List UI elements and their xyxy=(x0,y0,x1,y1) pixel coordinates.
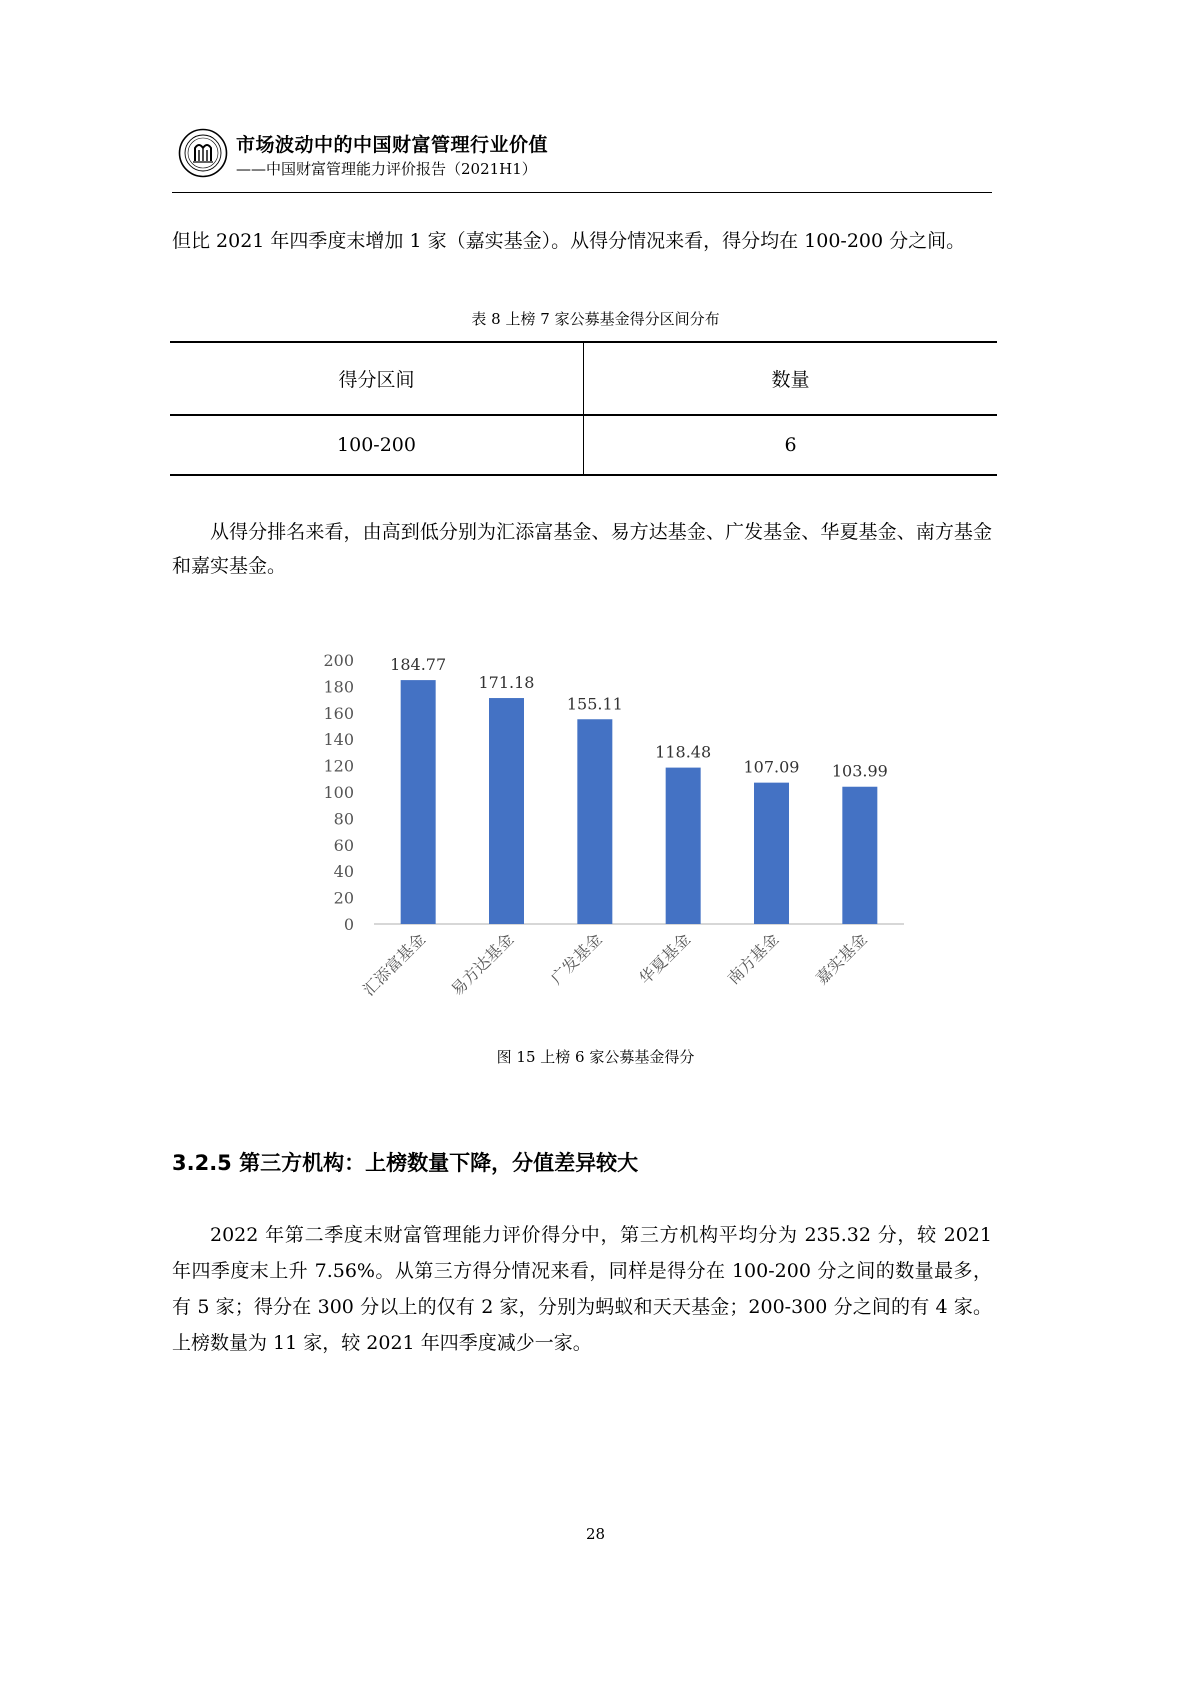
y-tick-label: 0 xyxy=(343,915,354,934)
y-tick-label: 60 xyxy=(333,835,354,855)
y-tick-label: 40 xyxy=(333,862,354,882)
header-subtitle: ——中国财富管理能力评价报告（2021H1） xyxy=(236,160,537,178)
data-label: 184.77 xyxy=(390,655,447,675)
x-tick-label: 华夏基金 xyxy=(635,929,694,989)
x-tick-label: 南方基金 xyxy=(723,929,783,989)
page-number: 28 xyxy=(585,1525,606,1543)
bar xyxy=(754,783,789,924)
data-label: 171.18 xyxy=(478,673,535,693)
y-tick-label: 80 xyxy=(333,809,354,829)
paragraph-third-party: 2022 年第二季度末财富管理能力评价得分中，第三方机构平均分为 235.32 分，较 2021 年四季度末上升 7.56%。从第三方得分情况来看，同样是得分在 100-200 分之间的数量最多，有 5 家；得分在 300 分以上的仅有 2 家，分别为蚂蚁和天天基金；200-300 分之间的有 4 家。上榜数量为 11 家，较 2021 年四季度减少一家。 xyxy=(172,1224,992,1354)
bar xyxy=(666,768,701,924)
header-divider xyxy=(172,192,992,193)
x-tick-label: 易方达基金 xyxy=(447,929,518,1000)
table-cell: 6 xyxy=(584,415,998,475)
data-label: 103.99 xyxy=(831,761,888,781)
fund-score-bar-chart xyxy=(300,640,920,1040)
table-cell: 100-200 xyxy=(170,415,584,475)
university-seal-icon xyxy=(178,128,228,178)
table-header-cell: 得分区间 xyxy=(170,342,584,415)
y-tick-label: 200 xyxy=(323,651,354,670)
y-tick-label: 180 xyxy=(323,677,354,697)
figure-caption: 图 15 上榜 6 家公募基金得分 xyxy=(496,1048,695,1066)
data-label: 107.09 xyxy=(743,757,800,777)
paragraph-ranking: 从得分排名来看，由高到低分别为汇添富基金、易方达基金、广发基金、华夏基金、南方基金和嘉实基金。 xyxy=(172,521,992,577)
table-header-cell: 数量 xyxy=(584,342,998,415)
y-tick-label: 120 xyxy=(323,756,354,776)
y-tick-label: 160 xyxy=(323,703,354,723)
y-tick-label: 20 xyxy=(333,888,354,908)
bar xyxy=(842,787,877,924)
x-tick-label: 汇添富基金 xyxy=(358,929,429,1000)
section-heading: 3.2.5 第三方机构：上榜数量下降，分值差异较大 xyxy=(172,1151,639,1175)
paragraph-intro-tail: 但比 2021 年四季度末增加 1 家（嘉实基金）。从得分情况来看，得分均在 100-200 分之间。 xyxy=(172,230,966,252)
x-tick-label: 广发基金 xyxy=(546,929,606,989)
y-tick-label: 100 xyxy=(323,783,354,802)
table-header-row xyxy=(170,342,997,415)
bar xyxy=(489,698,524,924)
page-header xyxy=(172,128,992,194)
y-tick-label: 140 xyxy=(323,730,354,750)
bar xyxy=(577,719,612,924)
header-title: 市场波动中的中国财富管理行业价值 xyxy=(236,134,549,156)
score-range-table xyxy=(170,341,997,476)
bar xyxy=(401,680,436,924)
data-label: 155.11 xyxy=(566,694,623,714)
data-label: 118.48 xyxy=(655,742,712,762)
table-row xyxy=(170,415,997,475)
table-caption: 表 8 上榜 7 家公募基金得分区间分布 xyxy=(471,310,720,328)
x-tick-label: 嘉实基金 xyxy=(811,929,871,989)
